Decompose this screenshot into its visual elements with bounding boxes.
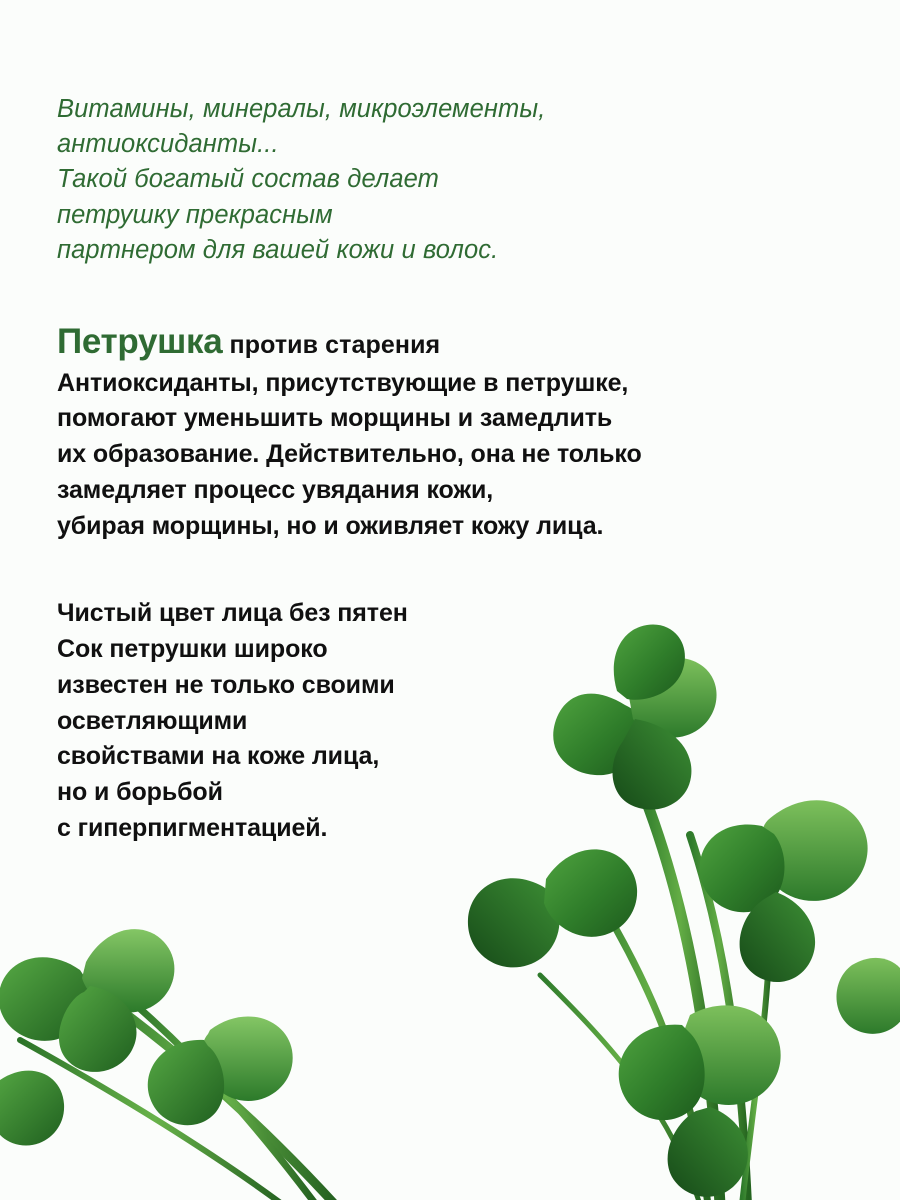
body-line: Антиоксиданты, присутствующие в петрушке, xyxy=(57,368,629,397)
intro-line: Такой богатый состав делает xyxy=(57,165,439,194)
body-line: известен не только своими xyxy=(57,670,395,699)
section-two-body xyxy=(57,596,790,846)
section-one-body xyxy=(57,366,790,545)
parsley-illustration-left xyxy=(0,910,420,1200)
intro-line: партнером для вашей кожи и волос. xyxy=(57,235,499,264)
section-anti-aging xyxy=(57,320,790,545)
body-line: но и борьбой xyxy=(57,778,223,807)
intro-line: петрушку прекрасным xyxy=(57,200,333,229)
intro-line: Витамины, минералы, микроэлементы, xyxy=(57,95,546,123)
heading-rest: против старения xyxy=(222,330,441,359)
intro-line: антиоксиданты... xyxy=(57,130,279,159)
body-line: помогают уменьшить морщины и замедлить xyxy=(57,404,613,433)
body-line: Чистый цвет лица без пятен xyxy=(57,599,408,628)
body-line: их образование. Действительно, она не только xyxy=(57,440,642,469)
intro-paragraph xyxy=(57,92,790,268)
section-one-heading xyxy=(57,320,790,364)
body-line: замедляет процесс увядания кожи, xyxy=(57,475,494,504)
body-line: с гиперпигментацией. xyxy=(57,813,328,842)
body-line: убирая морщины, но и оживляет кожу лица. xyxy=(57,511,604,540)
body-line: свойствами на коже лица, xyxy=(57,742,380,771)
section-clear-complexion xyxy=(57,596,790,846)
body-line: осветляющими xyxy=(57,706,248,735)
body-line: Сок петрушки широко xyxy=(57,635,328,664)
heading-highlight: Петрушка xyxy=(57,321,223,361)
